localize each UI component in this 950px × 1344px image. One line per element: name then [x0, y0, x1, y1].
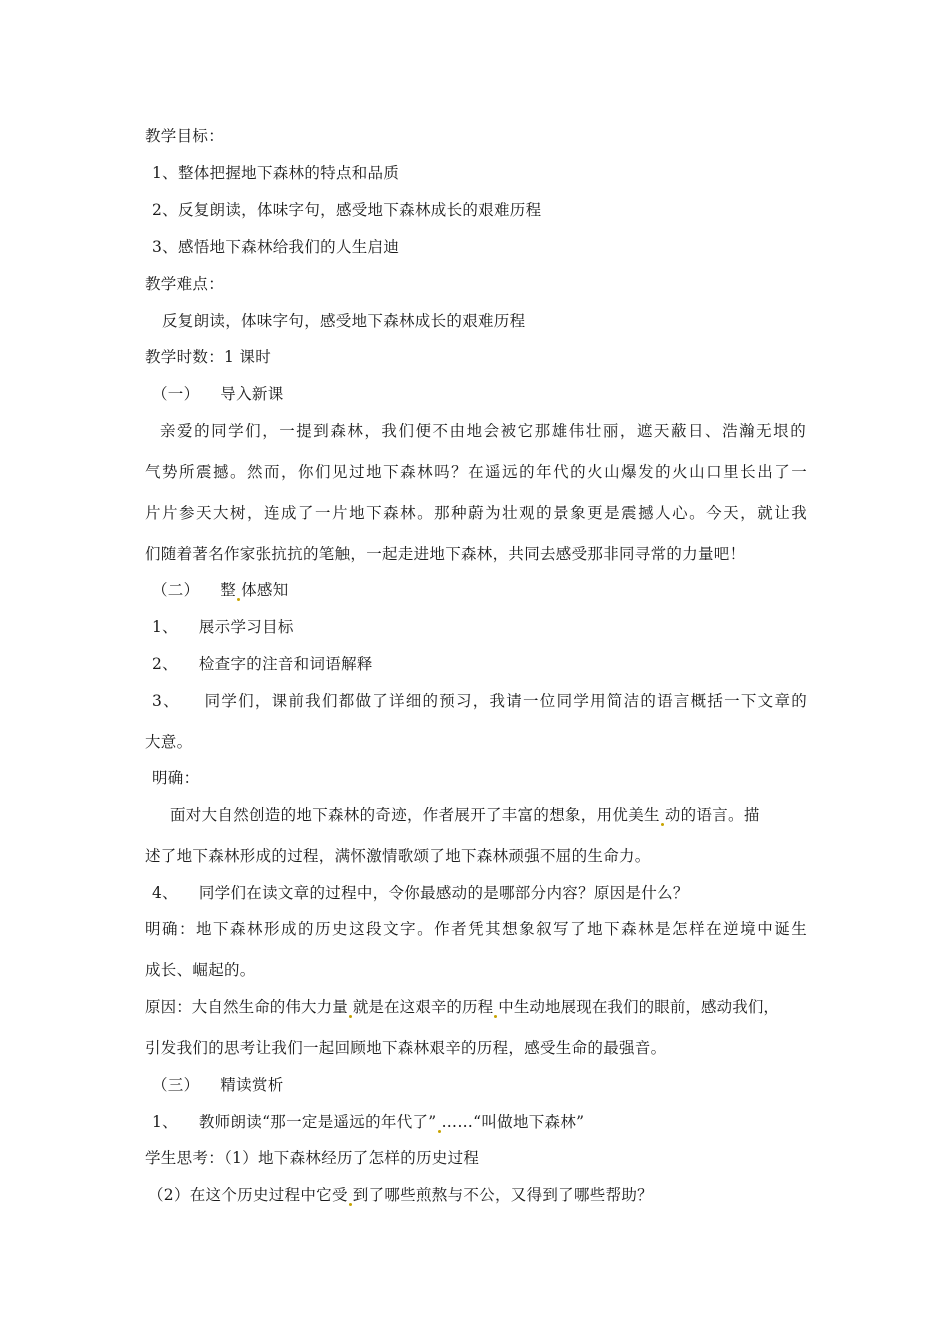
question-2-part-a: （2）在这个历史过程中它受 [148, 1186, 348, 1204]
question-2-part-b: 到了哪些煎熬与不公，又得到了哪些帮助？ [352, 1186, 653, 1204]
section1-line-2: 气势所震撼。然而，你们见过地下森林吗？在遥远的年代的火山爆发的火山口里长出了一 [145, 463, 807, 481]
annotation-dot-icon [661, 823, 664, 826]
section2-item-4: 4、 同学们在读文章的过程中，令你最感动的是哪部分内容？原因是什么？ [152, 884, 689, 902]
clarify-label: 明确： [152, 769, 200, 787]
section2-item-3: 3、 同学们，课前我们都做了详细的预习，我请一位同学用简洁的语言概括一下文章的 [152, 692, 807, 710]
section3-item-1 [152, 1112, 584, 1133]
section2-heading [152, 580, 289, 601]
section3-item-1-part-a: 1、 教师朗读“那一定是遥远的年代了” [152, 1113, 437, 1131]
answer-line-1: 明确：地下森林形成的历史这段文字。作者凭其想象叙写了地下森林是怎样在逆境中诞生 [145, 920, 807, 938]
annotation-dot-icon [237, 598, 240, 601]
teaching-hours: 教学时数：1 课时 [145, 348, 271, 366]
section1-line-1: 亲爱的同学们，一提到森林，我们便不由地会被它那雄伟壮丽，遮天蔽日、浩瀚无垠的 [160, 422, 806, 440]
section2-heading-part-b: 体感知 [241, 581, 289, 599]
annotation-dot-icon [349, 1015, 352, 1018]
student-think-line: 学生思考：（1）地下森林经历了怎样的历史过程 [145, 1149, 480, 1167]
section2-item-3-cont: 大意。 [145, 733, 193, 751]
section2-heading-part-a: （二） 整 [152, 581, 237, 599]
section1-line-3: 片片参天大树，连成了一片地下森林。那种蔚为壮观的景象更是震撼人心。今天，就让我 [145, 504, 807, 522]
question-2-line [148, 1185, 653, 1206]
reason-line-1-part-c: 中生动地展现在我们的眼前，感动我们， [498, 998, 780, 1016]
clarify-line-1-part-a: 面对大自然创造的地下森林的奇迹，作者展开了丰富的想象，用优美生 [170, 806, 660, 824]
answer-line-2: 成长、崛起的。 [145, 961, 256, 979]
annotation-dot-icon [494, 1015, 497, 1018]
goal-item-2: 2、反复朗读，体味字句，感受地下森林成长的艰难历程 [152, 201, 542, 219]
reason-line-1-part-b: 就是在这艰辛的历程 [352, 998, 494, 1016]
reason-line-1 [145, 997, 779, 1018]
clarify-line-1-part-b: 动的语言。描 [664, 806, 760, 824]
reason-line-1-part-a: 原因：大自然生命的伟大力量 [145, 998, 348, 1016]
difficulty-heading: 教学难点： [145, 275, 225, 293]
goals-heading: 教学目标： [145, 127, 225, 145]
section3-item-1-part-b: ……“叫做地下森林” [441, 1113, 585, 1131]
annotation-dot-icon [349, 1203, 352, 1206]
section1-line-4: 们随着著名作家张抗抗的笔触，一起走进地下森林，共同去感受那非同寻常的力量吧！ [145, 545, 746, 563]
clarify-line-2: 述了地下森林形成的过程，满怀激情歌颂了地下森林顽强不屈的生命力。 [145, 847, 651, 865]
annotation-dot-icon [438, 1130, 441, 1133]
section3-heading: （三） 精读赏析 [152, 1076, 284, 1094]
goal-item-3: 3、感悟地下森林给我们的人生启迪 [152, 238, 400, 256]
clarify-line-1 [170, 805, 760, 826]
section2-item-2: 2、 检查字的注音和词语解释 [152, 655, 373, 673]
reason-line-2: 引发我们的思考让我们一起回顾地下森林艰辛的历程，感受生命的最强音。 [145, 1039, 667, 1057]
goal-item-1: 1、整体把握地下森林的特点和品质 [152, 164, 400, 182]
difficulty-text: 反复朗读，体味字句，感受地下森林成长的艰难历程 [162, 312, 526, 330]
section2-item-1: 1、 展示学习目标 [152, 618, 294, 636]
section1-heading: （一） 导入新课 [152, 385, 284, 403]
